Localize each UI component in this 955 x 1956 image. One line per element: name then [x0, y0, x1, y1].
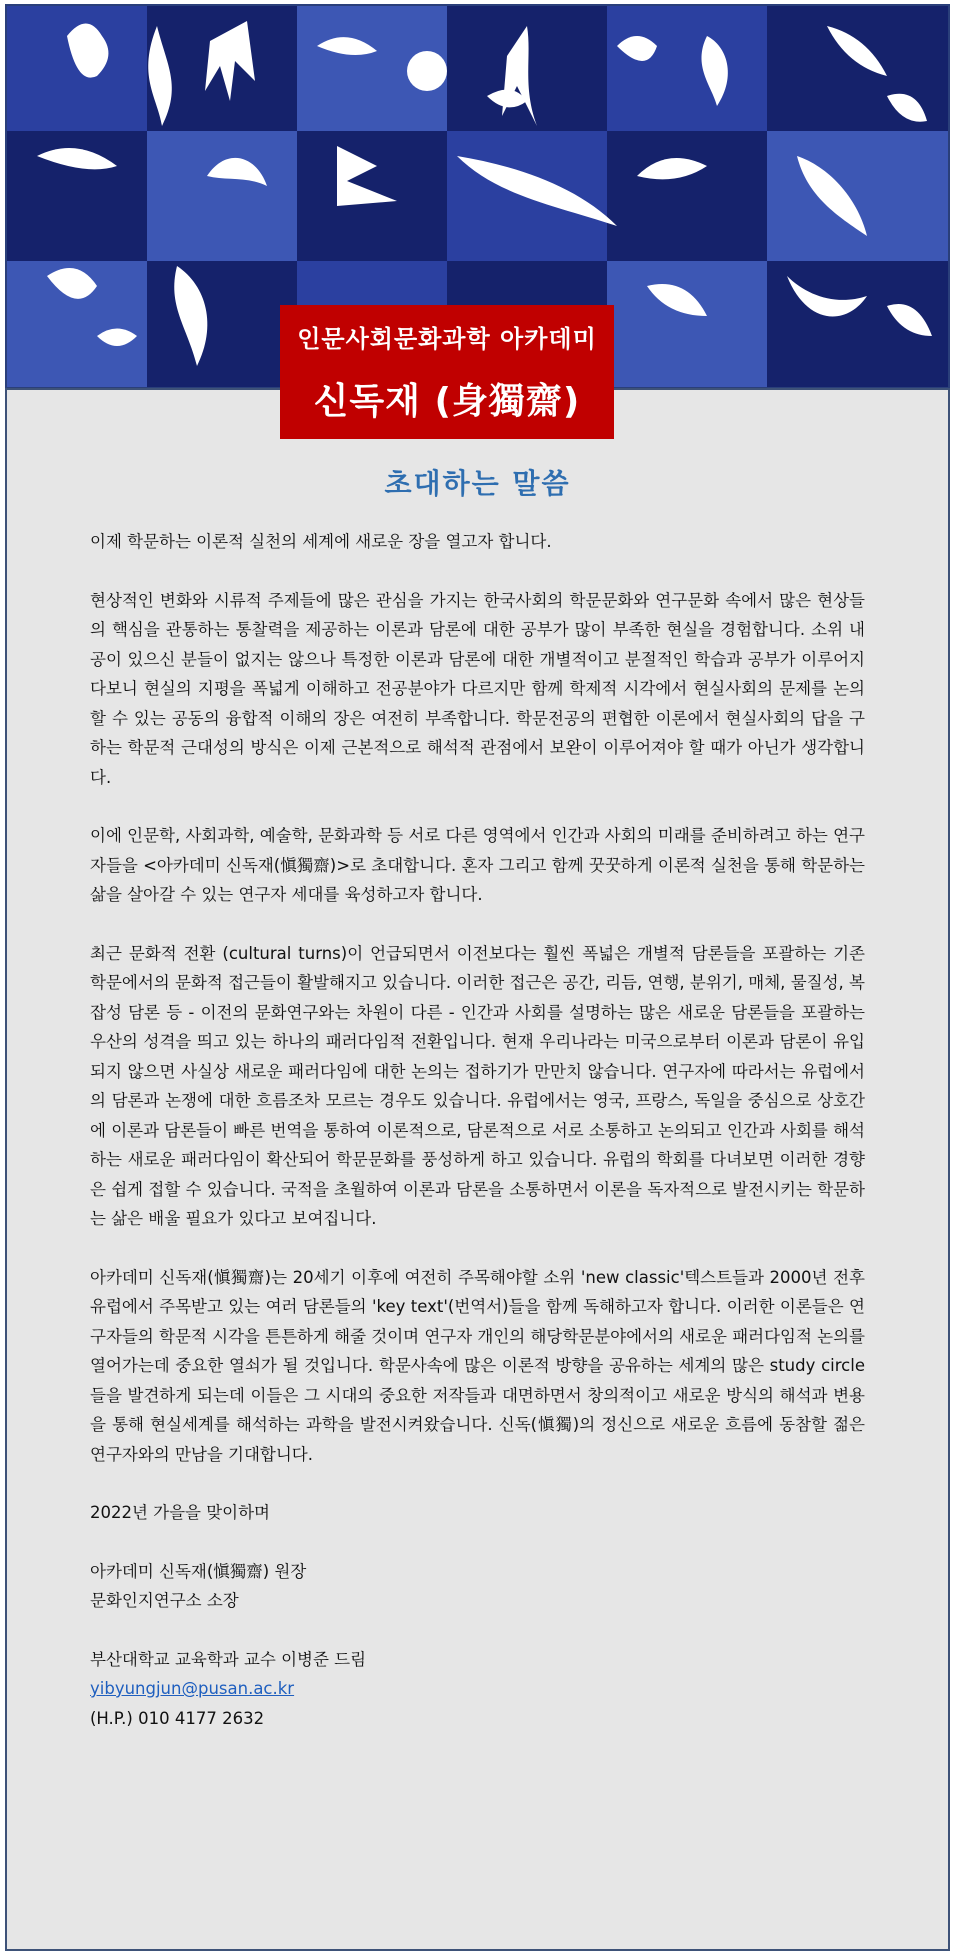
greeting-heading: 초대하는 말씀 [384, 467, 571, 500]
email-link[interactable]: yibyungjun@pusan.ac.kr [90, 1679, 295, 1698]
closing-line: 2022년 가을을 맞이하며 [90, 1503, 270, 1522]
paragraph-3: 이에 인문학, 사회과학, 예술학, 문화과학 등 서로 다른 영역에서 인간과 사회의 미래를 준비하려고 하는 연구자들을 <아카데미 신독재(愼獨齋)>로 초대합니다. 혼자 그리고 함께 꿋꿋하게 이론적 실천을 통해 학문하는 삶을 살아갈 수 있는 연구자 세대를 육성하고자 합니다. [90, 826, 865, 904]
phone-number: (H.P.) 010 4177 2632 [90, 1708, 265, 1728]
paragraph-5: 아카데미 신독재(愼獨齋)는 20세기 이후에 여전히 주목해야할 소위 'new classic'텍스트들과 2000년 전후 유럽에서 주목받고 있는 여러 담론들의 'key text'(번역서)들을 함께 독해하고자 합니다. 이러한 이론들은 연구자들의 학문적 시각을 튼튼하게 해줄 것이며 연구자 개인의 해당학문분야에서의 새로운 패러다임적 논의를 열어가는데 중요한 열쇠가 될 것입니다. 학문사속에 많은 이론적 방향을 공유하는 세계의 많은 study circle들을 발견하게 되는데 이들은 그 시대의 중요한 저작들과 대면하면서 창의적이고 새로운 방식의 해석과 변용을 통해 현실세계를 해석하는 과학을 발전시켜왔습니다. 신독(愼獨)의 정신으로 새로운 흐름에 동참할 젊은 연구자와의 만남을 기대합니다. [90, 1267, 865, 1464]
spacer [90, 1616, 865, 1645]
signature-name: 부산대학교 교육학과 교수 이병준 드림 [90, 1649, 367, 1669]
paragraph-4: 최근 문화적 전환 (cultural turns)이 언급되면서 이전보다는 훨씬 폭넓은 개별적 담론들을 포괄하는 기존 학문에서의 문화적 접근들이 활발해지고 있습니다. 이러한 접근은 공간, 리듬, 연행, 분위기, 매체, 물질성, 복잡성 담론 등 - 이전의 문화연구와는 차원이 다른 - 인간과 사회를 설명하는 많은 새로운 담론들을 포괄하는 우산의 성격을 띄고 있는 하나의 패러다임적 전환입니다. 현재 우리나라는 미국으로부터 이론과 담론이 유입되지 않으면 사실상 새로운 패러다임에 대한 논의는 접하기가 만만치 않습니다. 연구자에 따라서는 유럽에서의 담론과 논쟁에 대한 흐름조차 모르는 경우도 있습니다. 유럽에서는 영국, 프랑스, 독일을 중심으로 상호간에 이론과 담론들이 빠른 번역을 통하여 이론적으로, 담론적으로 서로 소통하고 논의되고 인간과 사회를 해석하는 새로운 패러다임이 확산되어 학문문화를 풍성하게 하고 있습니다. 유럽의 학회를 다녀보면 이러한 경향은 쉽게 접할 수 있습니다. 국적을 초월하여 이론과 담론을 소통하면서 이론을 독자적으로 발전시키는 학문하는 삶은 배울 필요가 있다고 보여집니다. [90, 943, 865, 1228]
paragraph-intro: 이제 학문하는 이론적 실천의 세계에 새로운 장을 열고자 합니다. [90, 532, 552, 551]
paragraph-2: 현상적인 변화와 시류적 주제들에 많은 관심을 가지는 한국사회의 학문문화와 연구문화 속에서 많은 현상들의 핵심을 관통하는 통찰력을 제공하는 이론과 담론에 대한 공부가 많이 부족한 현실을 경험합니다. 소위 내공이 있으신 분들이 없지는 않으나 특정한 이론과 담론에 대한 개별적이고 분절적인 학습과 공부가 이루어지다보니 현실의 지평을 폭넓게 이해하고 전공분야가 다르지만 함께 학제적 시각에서 현실사회의 문제를 논의할 수 있는 공동의 융합적 이해의 장은 여전히 부족합니다. 학문전공의 편협한 이론에서 현실사회의 답을 구하는 학문적 근대성의 방식은 이제 근본적으로 해석적 관점에서 보완이 이루어져야 할 때가 아닌가 생각합니다. [90, 590, 865, 787]
letter-body [90, 527, 865, 1733]
academy-title: 신독재 (身獨齋) [313, 381, 581, 422]
signature-title: 아카데미 신독재(愼獨齋) 원장 [90, 1561, 307, 1581]
academy-subtitle: 인문사회문화과학 아카데미 [297, 325, 597, 353]
signature-affiliation: 문화인지연구소 소장 [90, 1591, 239, 1610]
title-box [280, 305, 614, 439]
